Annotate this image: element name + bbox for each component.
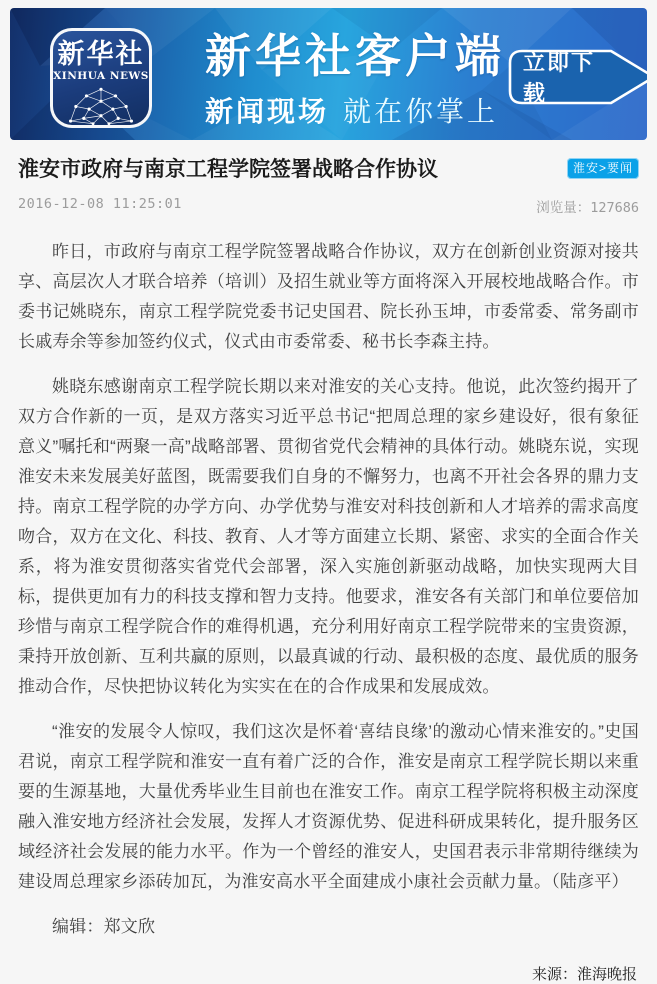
category-badge[interactable]: 淮安>要闻 — [567, 158, 639, 179]
paragraph-2: 姚晓东感谢南京工程学院长期以来对淮安的关心支持。他说，此次签约揭开了双方合作新的一页，是双方落实习近平总书记“把周总理的家乡建设好，很有象征意义”嘱托和“两聚一高”战略部署、贯彻省党代会精神的具体行动。姚晓东说，实现淮安未来发展美好蓝图，既需要我们自身的不懈努力，也离不开社会各界的鼎力支持。南京工程学院的办学方向、办学优势与淮安对科技创新和人才培养的需求高度吻合，双方在文化、科技、教育、人才等方面建立长期、紧密、求实的全面合作关系，将为淮安贯彻落实省党代会部署，深入实施创新驱动战略，加快实现两大目标，提供更加有力的科技支撑和智力支持。他要求，淮安各有关部门和单位要倍加珍惜与南京工程学院合作的难得机遇，充分利用好南京工程学院带来的宝贵资源，秉持开放创新、互利共赢的原则，以最真诚的行动、最积极的态度、最优质的服务推动合作，尽快把协议转化为实实在在的合作成果和发展成效。 — [18, 377, 639, 696]
banner-subtitle-bold: 新闻现场 — [205, 96, 330, 127]
logo-en-text: XINHUA NEWS — [53, 70, 149, 82]
view-count-label: 浏览量： — [536, 200, 591, 215]
banner-subtitle — [205, 90, 505, 130]
banner-subtitle-rest: 就在你掌上 — [343, 96, 499, 127]
download-button-label: 立即下载 — [523, 50, 596, 106]
banner-wrapper — [0, 0, 657, 140]
xinhua-app-icon — [50, 28, 152, 128]
editor-line: 编辑：郑文欣 — [52, 917, 156, 936]
source-attribution: 来源：淮海晚报 — [531, 966, 637, 983]
network-globe-icon — [53, 84, 149, 125]
paragraph-1: 昨日，市政府与南京工程学院签署战略合作协议，双方在创新创业资源对接共享、高层次人才联合培养（培训）及招生就业等方面将深入开展校地战略合作。市委书记姚晓东，南京工程学院党委书记史国君、院长孙玉坤，市委常委、常务副市长戚寿余等参加签约仪式，仪式由市委常委、秘书长李森主持。 — [18, 242, 639, 351]
article-container — [0, 140, 657, 942]
banner-title: 新华社客户端 — [205, 30, 505, 82]
view-count — [536, 196, 639, 216]
download-button[interactable] — [507, 48, 647, 106]
view-count-value: 127686 — [590, 200, 639, 216]
meta-row — [18, 196, 639, 216]
title-row — [18, 140, 639, 183]
paragraph-3: “淮安的发展令人惊叹，我们这次是怀着‘喜结良缘’的激动心情来淮安的。”史国君说，南京工程学院和淮安一直有着广泛的合作，淮安是南京工程学院长期以来重要的生源基地，大量优秀毕业生目前也在淮安工作。南京工程学院将积极主动深度融入淮安地方经济社会发展，发挥人才资源优势、促进科研成果转化，提升服务区域经济社会发展的能力水平。作为一个曾经的淮安人，史国君表示非常期待继续为建设周总理家乡添砖加瓦，为淮安高水平全面建成小康社会贡献力量。（陆彦平） — [18, 722, 639, 891]
logo-cn-text: 新华社 — [57, 39, 145, 70]
article-title: 淮安市政府与南京工程学院签署战略合作协议 — [18, 158, 438, 181]
publish-timestamp: 2016-12-08 11:25:01 — [18, 196, 182, 212]
article-body — [18, 237, 639, 942]
banner-text-block — [205, 30, 505, 130]
app-promo-banner — [10, 8, 647, 140]
